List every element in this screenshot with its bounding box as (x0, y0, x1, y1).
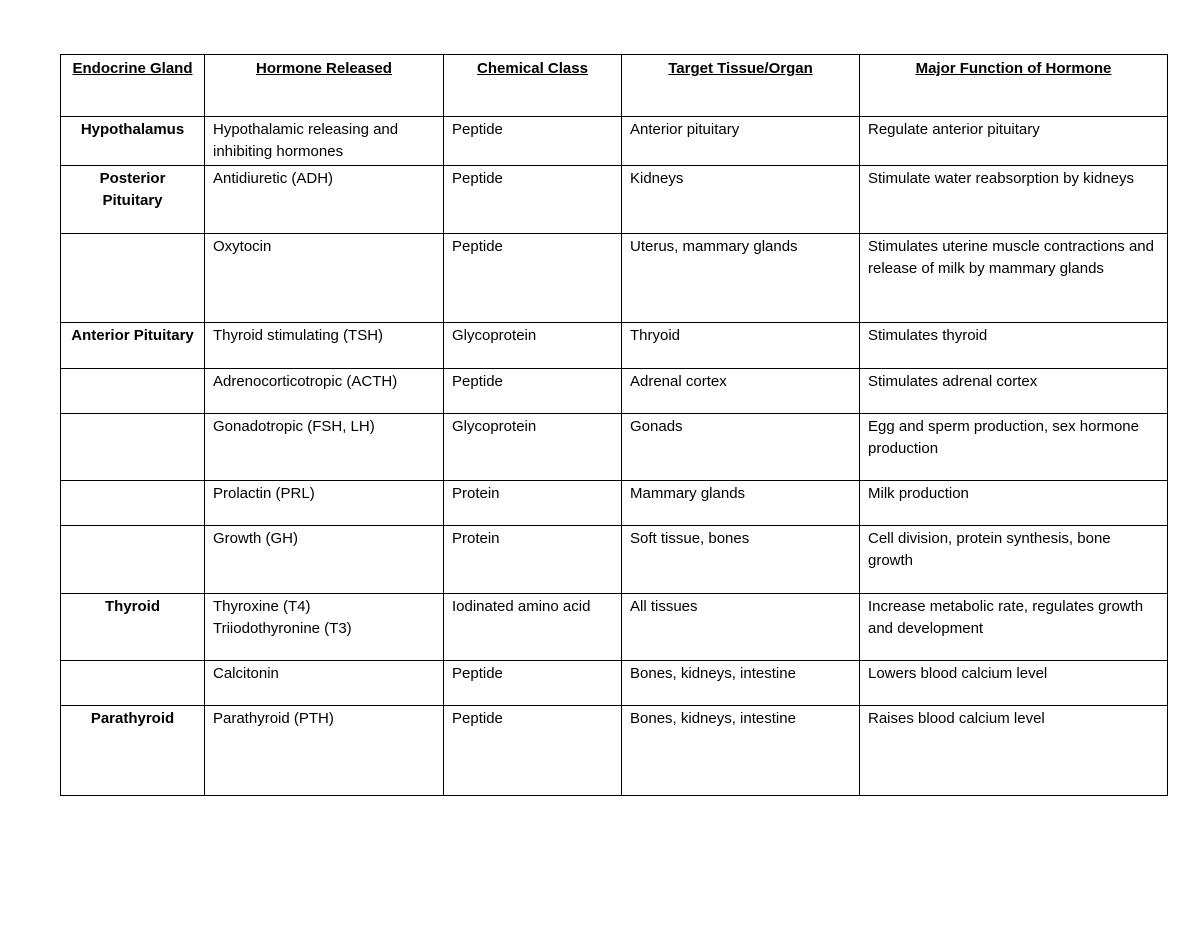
function-cell: Stimulates thyroid (860, 323, 1168, 369)
target-cell: Bones, kidneys, intestine (622, 661, 860, 706)
gland-cell (61, 661, 205, 706)
chemical-class-cell: Peptide (444, 369, 622, 414)
function-cell: Milk production (860, 481, 1168, 526)
gland-cell (61, 369, 205, 414)
function-cell: Lowers blood calcium level (860, 661, 1168, 706)
header-hormone-released: Hormone Released (205, 55, 444, 117)
header-endocrine-gland: Endocrine Gland (61, 55, 205, 117)
hormone-cell: Hypothalamic releasing and inhibiting hormones (205, 117, 444, 166)
table-row (61, 661, 1168, 706)
endocrine-table (60, 54, 1168, 796)
hormone-cell: Oxytocin (205, 234, 444, 323)
function-cell: Increase metabolic rate, regulates growth and development (860, 594, 1168, 661)
table-row (61, 117, 1168, 166)
header-major-function: Major Function of Hormone (860, 55, 1168, 117)
target-cell: All tissues (622, 594, 860, 661)
gland-cell (61, 526, 205, 594)
hormone-cell: Thyroxine (T4) Triiodothyronine (T3) (205, 594, 444, 661)
table-row (61, 234, 1168, 323)
table-row (61, 166, 1168, 234)
hormone-cell: Antidiuretic (ADH) (205, 166, 444, 234)
table-row (61, 323, 1168, 369)
chemical-class-cell: Protein (444, 481, 622, 526)
gland-cell (61, 414, 205, 481)
target-cell: Thryoid (622, 323, 860, 369)
chemical-class-cell: Peptide (444, 661, 622, 706)
chemical-class-cell: Peptide (444, 117, 622, 166)
hormone-cell: Prolactin (PRL) (205, 481, 444, 526)
target-cell: Mammary glands (622, 481, 860, 526)
target-cell: Uterus, mammary glands (622, 234, 860, 323)
table-row (61, 594, 1168, 661)
chemical-class-cell: Peptide (444, 706, 622, 796)
function-cell: Stimulates uterine muscle contractions and release of milk by mammary glands (860, 234, 1168, 323)
target-cell: Anterior pituitary (622, 117, 860, 166)
table-row (61, 481, 1168, 526)
table-row (61, 706, 1168, 796)
header-row (61, 55, 1168, 117)
target-cell: Bones, kidneys, intestine (622, 706, 860, 796)
hormone-cell: Calcitonin (205, 661, 444, 706)
gland-cell: Thyroid (61, 594, 205, 661)
chemical-class-cell: Peptide (444, 166, 622, 234)
header-target-tissue: Target Tissue/Organ (622, 55, 860, 117)
target-cell: Adrenal cortex (622, 369, 860, 414)
hormone-cell: Parathyroid (PTH) (205, 706, 444, 796)
hormone-cell: Growth (GH) (205, 526, 444, 594)
function-cell: Egg and sperm production, sex hormone production (860, 414, 1168, 481)
hormone-cell: Gonadotropic (FSH, LH) (205, 414, 444, 481)
function-cell: Cell division, protein synthesis, bone growth (860, 526, 1168, 594)
chemical-class-cell: Glycoprotein (444, 414, 622, 481)
function-cell: Raises blood calcium level (860, 706, 1168, 796)
gland-cell (61, 234, 205, 323)
chemical-class-cell: Protein (444, 526, 622, 594)
chemical-class-cell: Glycoprotein (444, 323, 622, 369)
target-cell: Gonads (622, 414, 860, 481)
target-cell: Kidneys (622, 166, 860, 234)
table-row (61, 526, 1168, 594)
hormone-cell: Thyroid stimulating (TSH) (205, 323, 444, 369)
function-cell: Stimulates adrenal cortex (860, 369, 1168, 414)
table-row (61, 369, 1168, 414)
gland-cell: Hypothalamus (61, 117, 205, 166)
function-cell: Regulate anterior pituitary (860, 117, 1168, 166)
table-row (61, 414, 1168, 481)
hormone-cell: Adrenocorticotropic (ACTH) (205, 369, 444, 414)
chemical-class-cell: Peptide (444, 234, 622, 323)
gland-cell: Posterior Pituitary (61, 166, 205, 234)
function-cell: Stimulate water reabsorption by kidneys (860, 166, 1168, 234)
header-chemical-class: Chemical Class (444, 55, 622, 117)
target-cell: Soft tissue, bones (622, 526, 860, 594)
gland-cell: Anterior Pituitary (61, 323, 205, 369)
gland-cell (61, 481, 205, 526)
gland-cell: Parathyroid (61, 706, 205, 796)
chemical-class-cell: Iodinated amino acid (444, 594, 622, 661)
